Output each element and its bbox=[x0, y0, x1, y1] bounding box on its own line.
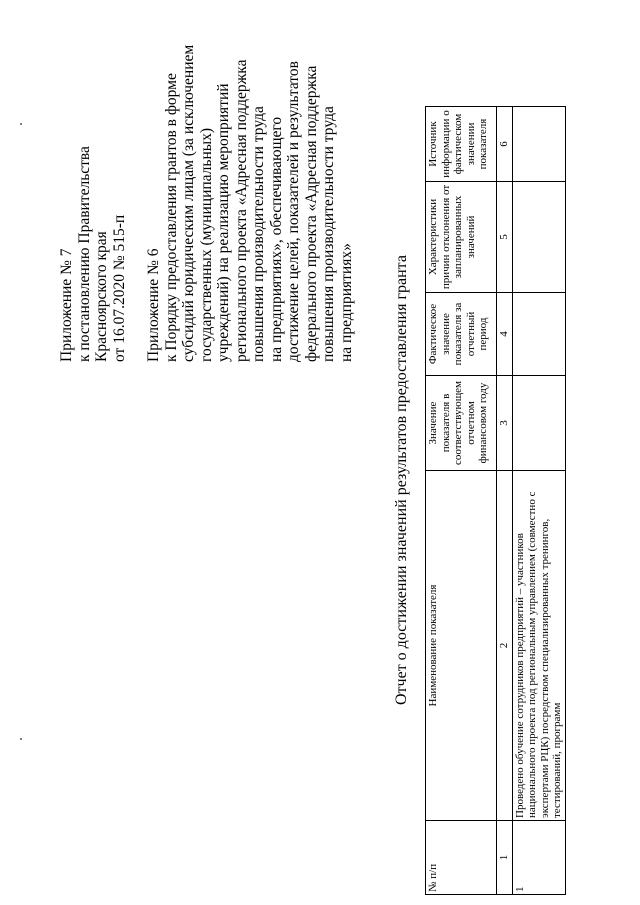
appendix-6-line: на предприятиях», обеспечивающего bbox=[267, 116, 285, 362]
header-indicator-name: Наименование показателя bbox=[426, 471, 497, 821]
appendix-6-line: повышения производительности труда bbox=[250, 106, 267, 362]
appendix-6-line: достижение целей, показателей и результатов bbox=[285, 61, 302, 362]
appendix-7-line: Красноярского края bbox=[93, 231, 110, 362]
header-target-value: Значение показателя в соответствующем отчетном финансовом году bbox=[426, 376, 497, 471]
scan-speck bbox=[20, 123, 22, 125]
row-indicator-name: Проведено обучение сотрудников предприятий – участников национального проекта под региональным управлением (совместно с экспертами РЦК) посредством специализированных тренингов, тестирований, программ bbox=[512, 471, 565, 821]
appendix-6-line: регионального проекта «Адресная поддержка bbox=[232, 59, 250, 362]
appendix-7-title: Приложение № 7 bbox=[58, 248, 75, 362]
row-deviation-reasons bbox=[512, 182, 565, 293]
row-number: 1 bbox=[512, 821, 565, 895]
scan-speck bbox=[20, 738, 22, 740]
report-title: Отчет о достижении значений результатов предоставления гранта bbox=[393, 255, 410, 705]
appendix-6-line: федерального проекта «Адресная поддержка bbox=[302, 65, 320, 362]
appendix-6-line: учреждений) на реализацию мероприятий bbox=[215, 83, 232, 362]
table-header-row bbox=[426, 107, 497, 895]
report-table bbox=[425, 106, 566, 895]
header-deviation-reasons: Характеристики причин отклонения от запланированных значений bbox=[426, 182, 497, 293]
column-number: 6 bbox=[497, 107, 513, 182]
row-actual-value bbox=[512, 293, 565, 376]
appendix-6-line: к Порядку предоставления грантов в форме bbox=[162, 73, 180, 362]
appendix-6-line: Приложение № 6 bbox=[145, 248, 162, 362]
header-actual-value: Фактическое значение показателя за отчетный период bbox=[426, 293, 497, 376]
header-number: № п/п bbox=[426, 821, 497, 895]
appendix-6-block bbox=[145, 45, 355, 362]
row-target-value bbox=[512, 376, 565, 471]
appendix-7-line: к постановлению Правительства bbox=[75, 146, 93, 362]
column-number: 2 bbox=[497, 471, 513, 821]
table-row bbox=[512, 107, 565, 895]
appendix-6-line: на предприятиях» bbox=[337, 243, 355, 362]
appendix-6-line: государственных (муниципальных) bbox=[197, 127, 215, 362]
appendix-7-date: от 16.07.2020 № 515-п bbox=[110, 214, 128, 362]
row-info-source bbox=[512, 107, 565, 182]
header-info-source: Источник информации о фактическом значении показателя bbox=[426, 107, 497, 182]
column-number: 3 bbox=[497, 376, 513, 471]
appendix-6-line: субсидий юридическим лицам (за исключением bbox=[180, 44, 197, 362]
column-number: 4 bbox=[497, 293, 513, 376]
appendix-7-block bbox=[58, 146, 128, 362]
column-number: 1 bbox=[497, 821, 513, 895]
appendix-6-line: повышения производительности труда bbox=[320, 106, 337, 362]
column-number-row bbox=[497, 107, 513, 895]
column-number: 5 bbox=[497, 182, 513, 293]
